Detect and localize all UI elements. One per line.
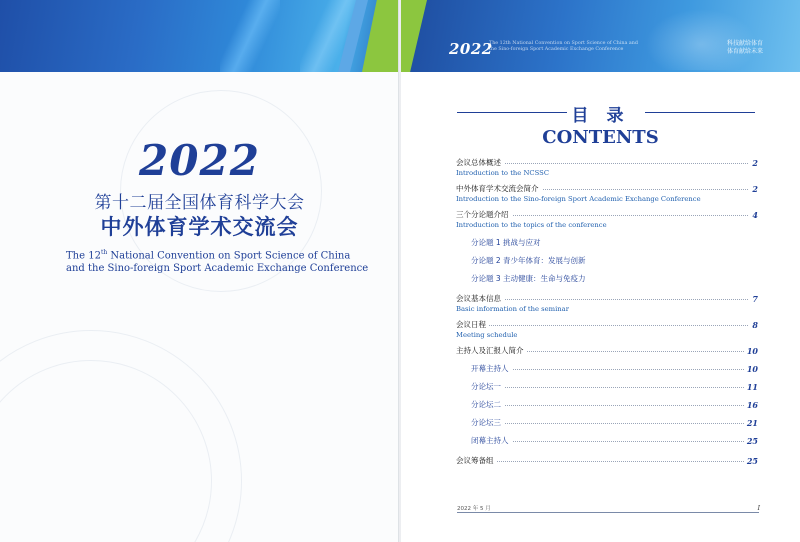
toc-entry-page: 25 (744, 456, 758, 466)
toc-section (456, 294, 758, 314)
toc-entry-label: 三个分论题介绍 (456, 210, 512, 220)
toc-entry[interactable] (456, 184, 758, 194)
dot-leader (456, 325, 756, 327)
toc-subentry-label: 分论题 2 青少年体育：发展与创新 (471, 256, 589, 266)
toc-subentry-label: 分论题 1 挑战与应对 (471, 238, 544, 248)
athlete-graphic (641, 6, 764, 70)
toc-entry-english: Introduction to the Sino-foreign Sport Academic Exchange Conference (456, 195, 701, 203)
toc-entry-label: 会议筹备组 (456, 456, 497, 466)
toc-subentry-page: 21 (744, 418, 758, 428)
toc-subentry-label: 分论坛三 (471, 418, 504, 428)
dot-leader (471, 369, 756, 371)
dot-leader (471, 405, 756, 407)
toc-entry-page: 10 (744, 346, 758, 356)
toc-subentry-page: 11 (744, 382, 758, 392)
toc-subentry-label: 开幕主持人 (471, 364, 512, 374)
toc-subentry-label: 分论题 3 主动健康：生命与免疫力 (471, 274, 589, 284)
toc-entry-page: 2 (749, 158, 758, 168)
contents-page (401, 0, 800, 542)
toc-subentry-page: 10 (744, 364, 758, 374)
toc-subentry[interactable] (456, 436, 758, 446)
toc-entry[interactable] (456, 320, 758, 330)
toc-entry-page: 8 (749, 320, 758, 330)
toc-section (456, 184, 758, 204)
banner-subtitle: The 12th National Convention on Sport Science of China and the Sino-foreign Sport Academic Exchange Conference (489, 41, 638, 52)
toc-subentry[interactable] (456, 382, 758, 392)
toc-entry[interactable] (456, 346, 758, 356)
toc-entry[interactable] (456, 294, 758, 304)
green-accent-stripe (362, 0, 399, 72)
toc-subentry-label: 闭幕主持人 (471, 436, 512, 446)
cover-title-cn-line1: 第十二届全国体育科学大会 (94, 193, 305, 213)
cover-title-cn-line2: 中外体育学术交流会 (100, 215, 299, 239)
table-of-contents (456, 158, 758, 472)
toc-entry-label: 中外体育学术交流会简介 (456, 184, 542, 194)
toc-subentry[interactable] (456, 364, 758, 374)
toc-entry-page: 2 (749, 184, 758, 194)
toc-entry[interactable] (456, 210, 758, 220)
banner-year: 2022 (449, 40, 493, 58)
toc-entry-label: 主持人及汇报人简介 (456, 346, 527, 356)
dot-leader (456, 461, 756, 463)
toc-entry-label: 会议基本信息 (456, 294, 504, 304)
toc-section (456, 320, 758, 340)
footer-rule (457, 512, 759, 513)
toc-section (456, 456, 758, 466)
toc-subentry[interactable] (456, 256, 758, 266)
green-accent-stripe (401, 0, 427, 72)
dot-leader (471, 441, 756, 443)
toc-section (456, 210, 758, 288)
cover-banner (0, 0, 399, 72)
toc-subentry-page: 25 (744, 436, 758, 446)
toc-subentry[interactable] (456, 238, 758, 248)
contents-banner (401, 0, 800, 72)
toc-entry-label: 会议总体概述 (456, 158, 504, 168)
toc-entry-english: Introduction to the NCSSC (456, 169, 550, 177)
cover-page (0, 0, 399, 542)
toc-entry-label: 会议日程 (456, 320, 489, 330)
toc-entry-english: Meeting schedule (456, 331, 518, 339)
toc-subentry[interactable] (456, 418, 758, 428)
toc-subentry[interactable] (456, 274, 758, 284)
cover-title-en: The 12th National Convention on Sport Science of China and the Sino-foreign Sport Academic Exchange Conference (66, 249, 369, 275)
toc-entry-page: 4 (749, 210, 758, 220)
dot-leader (471, 387, 756, 389)
toc-entry[interactable] (456, 456, 758, 466)
toc-subentry-label: 分论坛一 (471, 382, 504, 392)
toc-section (456, 346, 758, 450)
page-number: I (757, 505, 760, 512)
toc-entry-english: Introduction to the topics of the conference (456, 221, 607, 229)
toc-entry-page: 7 (749, 294, 758, 304)
toc-subentry[interactable] (456, 400, 758, 410)
toc-title-cn: 目 录 (571, 106, 630, 126)
toc-section (456, 158, 758, 178)
toc-entry-english: Basic information of the seminar (456, 305, 569, 313)
toc-title-en: CONTENTS (542, 127, 659, 148)
banner-logo: 科技献给体育 体育献给未来 (727, 40, 764, 55)
toc-entry[interactable] (456, 158, 758, 168)
footer-date: 2022 年 5 月 (457, 506, 491, 512)
toc-subentry-label: 分论坛二 (471, 400, 504, 410)
dot-leader (471, 423, 756, 425)
toc-subentry-page: 16 (744, 400, 758, 410)
cover-year: 2022 (139, 136, 260, 185)
